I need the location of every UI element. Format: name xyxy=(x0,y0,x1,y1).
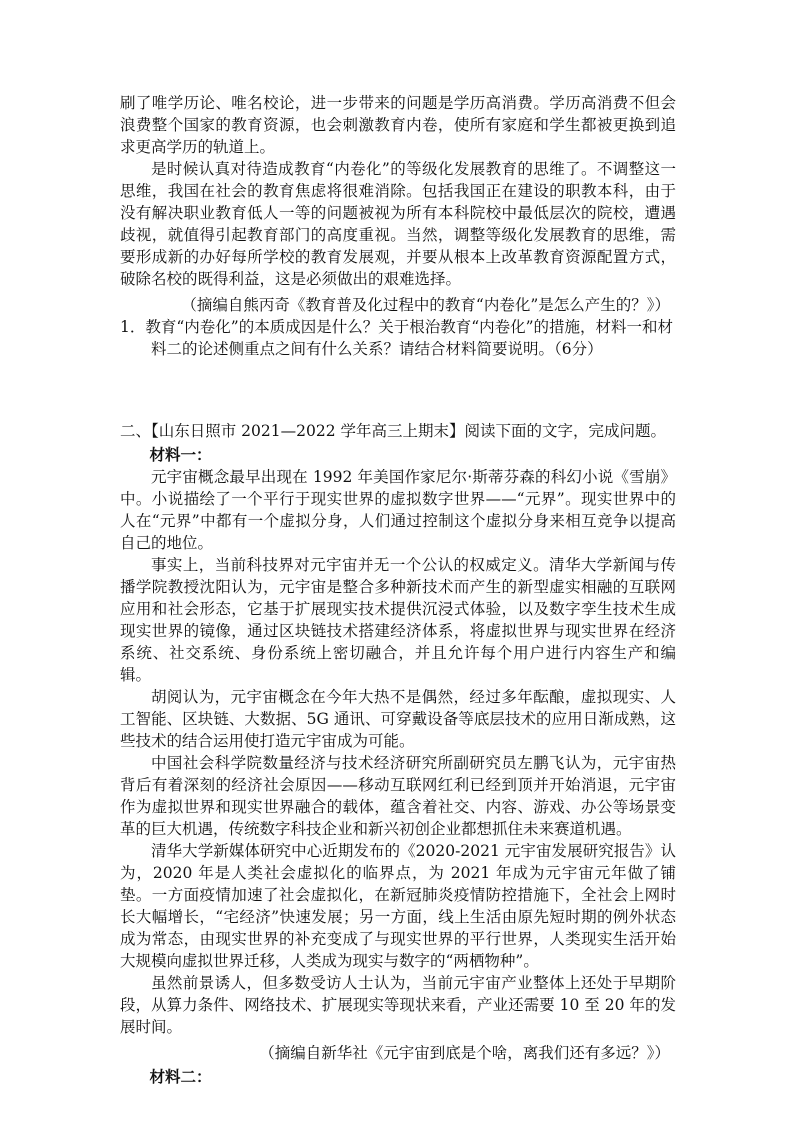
material-label: 材料二： xyxy=(149,1067,212,1086)
paragraph: 中国社会科学院数量经济与技术经济研究所副研究员左鹏飞认为，元宇宙热背后有着深刻的经济社会原因——移动互联网红利已经到顶并开始消退，元宇宙作为虚拟世界和现实世界融合的载体，蕴含着社交、内容、游戏、办公等场景变革的巨大机遇，传统数字科技企业和新兴初创企业都想抓住未来赛道机遇。 xyxy=(120,754,676,838)
paragraph: 是时候认真对待造成教育“内卷化”的等级化发展教育的思维了。不调整这一思维，我国在社会的教育焦虑将很难消除。包括我国正在建设的职教本科，由于没有解决职业教育低人一等的问题被视为所有本科院校中最低层次的院校，遭遇歧视，就值得引起教育部门的高度重视。当然，调整等级化发展教育的思维，需要形成新的办好每所学校的教育发展观，并要从根本上改革教育资源配置方式，破除名校的既得利益，这是必须做出的艰难选择。 xyxy=(120,160,676,288)
material-label: 材料一： xyxy=(149,445,212,464)
document-page xyxy=(120,92,676,1088)
paragraph: 元宇宙概念最早出现在 1992 年美国作家尼尔·斯蒂芬森的科幻小说《雪崩》中。小说描绘了一个平行于现实世界的虚拟数字世界——“元界”。现实世界中的人在“元界”中都有一个虚拟分身，人们通过控制这个虚拟分身来相互竞争以提高自己的地位。 xyxy=(120,468,676,552)
question-1: 1．教育“内卷化”的本质成因是什么？关于根治教育“内卷化”的措施，材料一和材料二的论述侧重点之间有什么关系？请结合材料简要说明。（6分） xyxy=(120,318,674,358)
paragraph: 事实上，当前科技界对元宇宙并无一个公认的权威定义。清华大学新闻与传播学院教授沈阳认为，元宇宙是整合多种新技术而产生的新型虚实相融的互联网应用和社会形态，它基于扩展现实技术提供沉浸式体验，以及数字孪生技术生成现实世界的镜像，通过区块链技术搭建经济体系，将虚拟世界与现实世界在经济系统、社交系统、身份系统上密切融合，并且允许每个用户进行内容生产和编辑。 xyxy=(120,556,676,684)
paragraph: 清华大学新媒体研究中心近期发布的《2020-2021 元宇宙发展研究报告》认为，2020 年是人类社会虚拟化的临界点，为 2021 年成为元宇宙元年做了铺垫。一方面疫情加速了社会虚拟化，在新冠肺炎疫情防控措施下，全社会上网时长大幅增长，“宅经济”快速发展；另一方面，线上生活由原先短时期的例外状态成为常态，由现实世界的补充变成了与现实世界的平行世界，人类现实生活开始大规模向虚拟世界迁移，人类成为现实与数字的“两栖物种”。 xyxy=(120,842,676,970)
paragraph: 胡阅认为，元宇宙概念在今年大热不是偶然，经过多年酝酿，虚拟现实、人工智能、区块链、大数据、5G 通讯、可穿戴设备等底层技术的应用日渐成熟，这些技术的结合运用使打造元宇宙成为可能。 xyxy=(120,688,676,750)
section-title: 二、【山东日照市 2021—2022 学年高三上期末】阅读下面的文字，完成问题。 xyxy=(120,422,666,440)
source-citation: （摘编自新华社《元宇宙到底是个啥，离我们还有多远？》） xyxy=(259,1044,670,1062)
paragraph: 虽然前景诱人，但多数受访人士认为，当前元宇宙产业整体上还处于早期阶段，从算力条件、网络技术、扩展现实等现状来看，产业还需要 10 至 20 年的发展时间。 xyxy=(120,974,676,1036)
section-gap xyxy=(120,360,676,420)
source-citation: （摘编自熊丙奇《教育普及化过程中的教育“内卷化”是怎么产生的？》） xyxy=(181,296,670,314)
paragraph-continued: 刷了唯学历论、唯名校论，进一步带来的问题是学历高消费。学历高消费不但会浪费整个国家的教育资源，也会刺激教育内卷，使所有家庭和学生都被更换到追求更高学历的轨道上。 xyxy=(120,94,676,156)
